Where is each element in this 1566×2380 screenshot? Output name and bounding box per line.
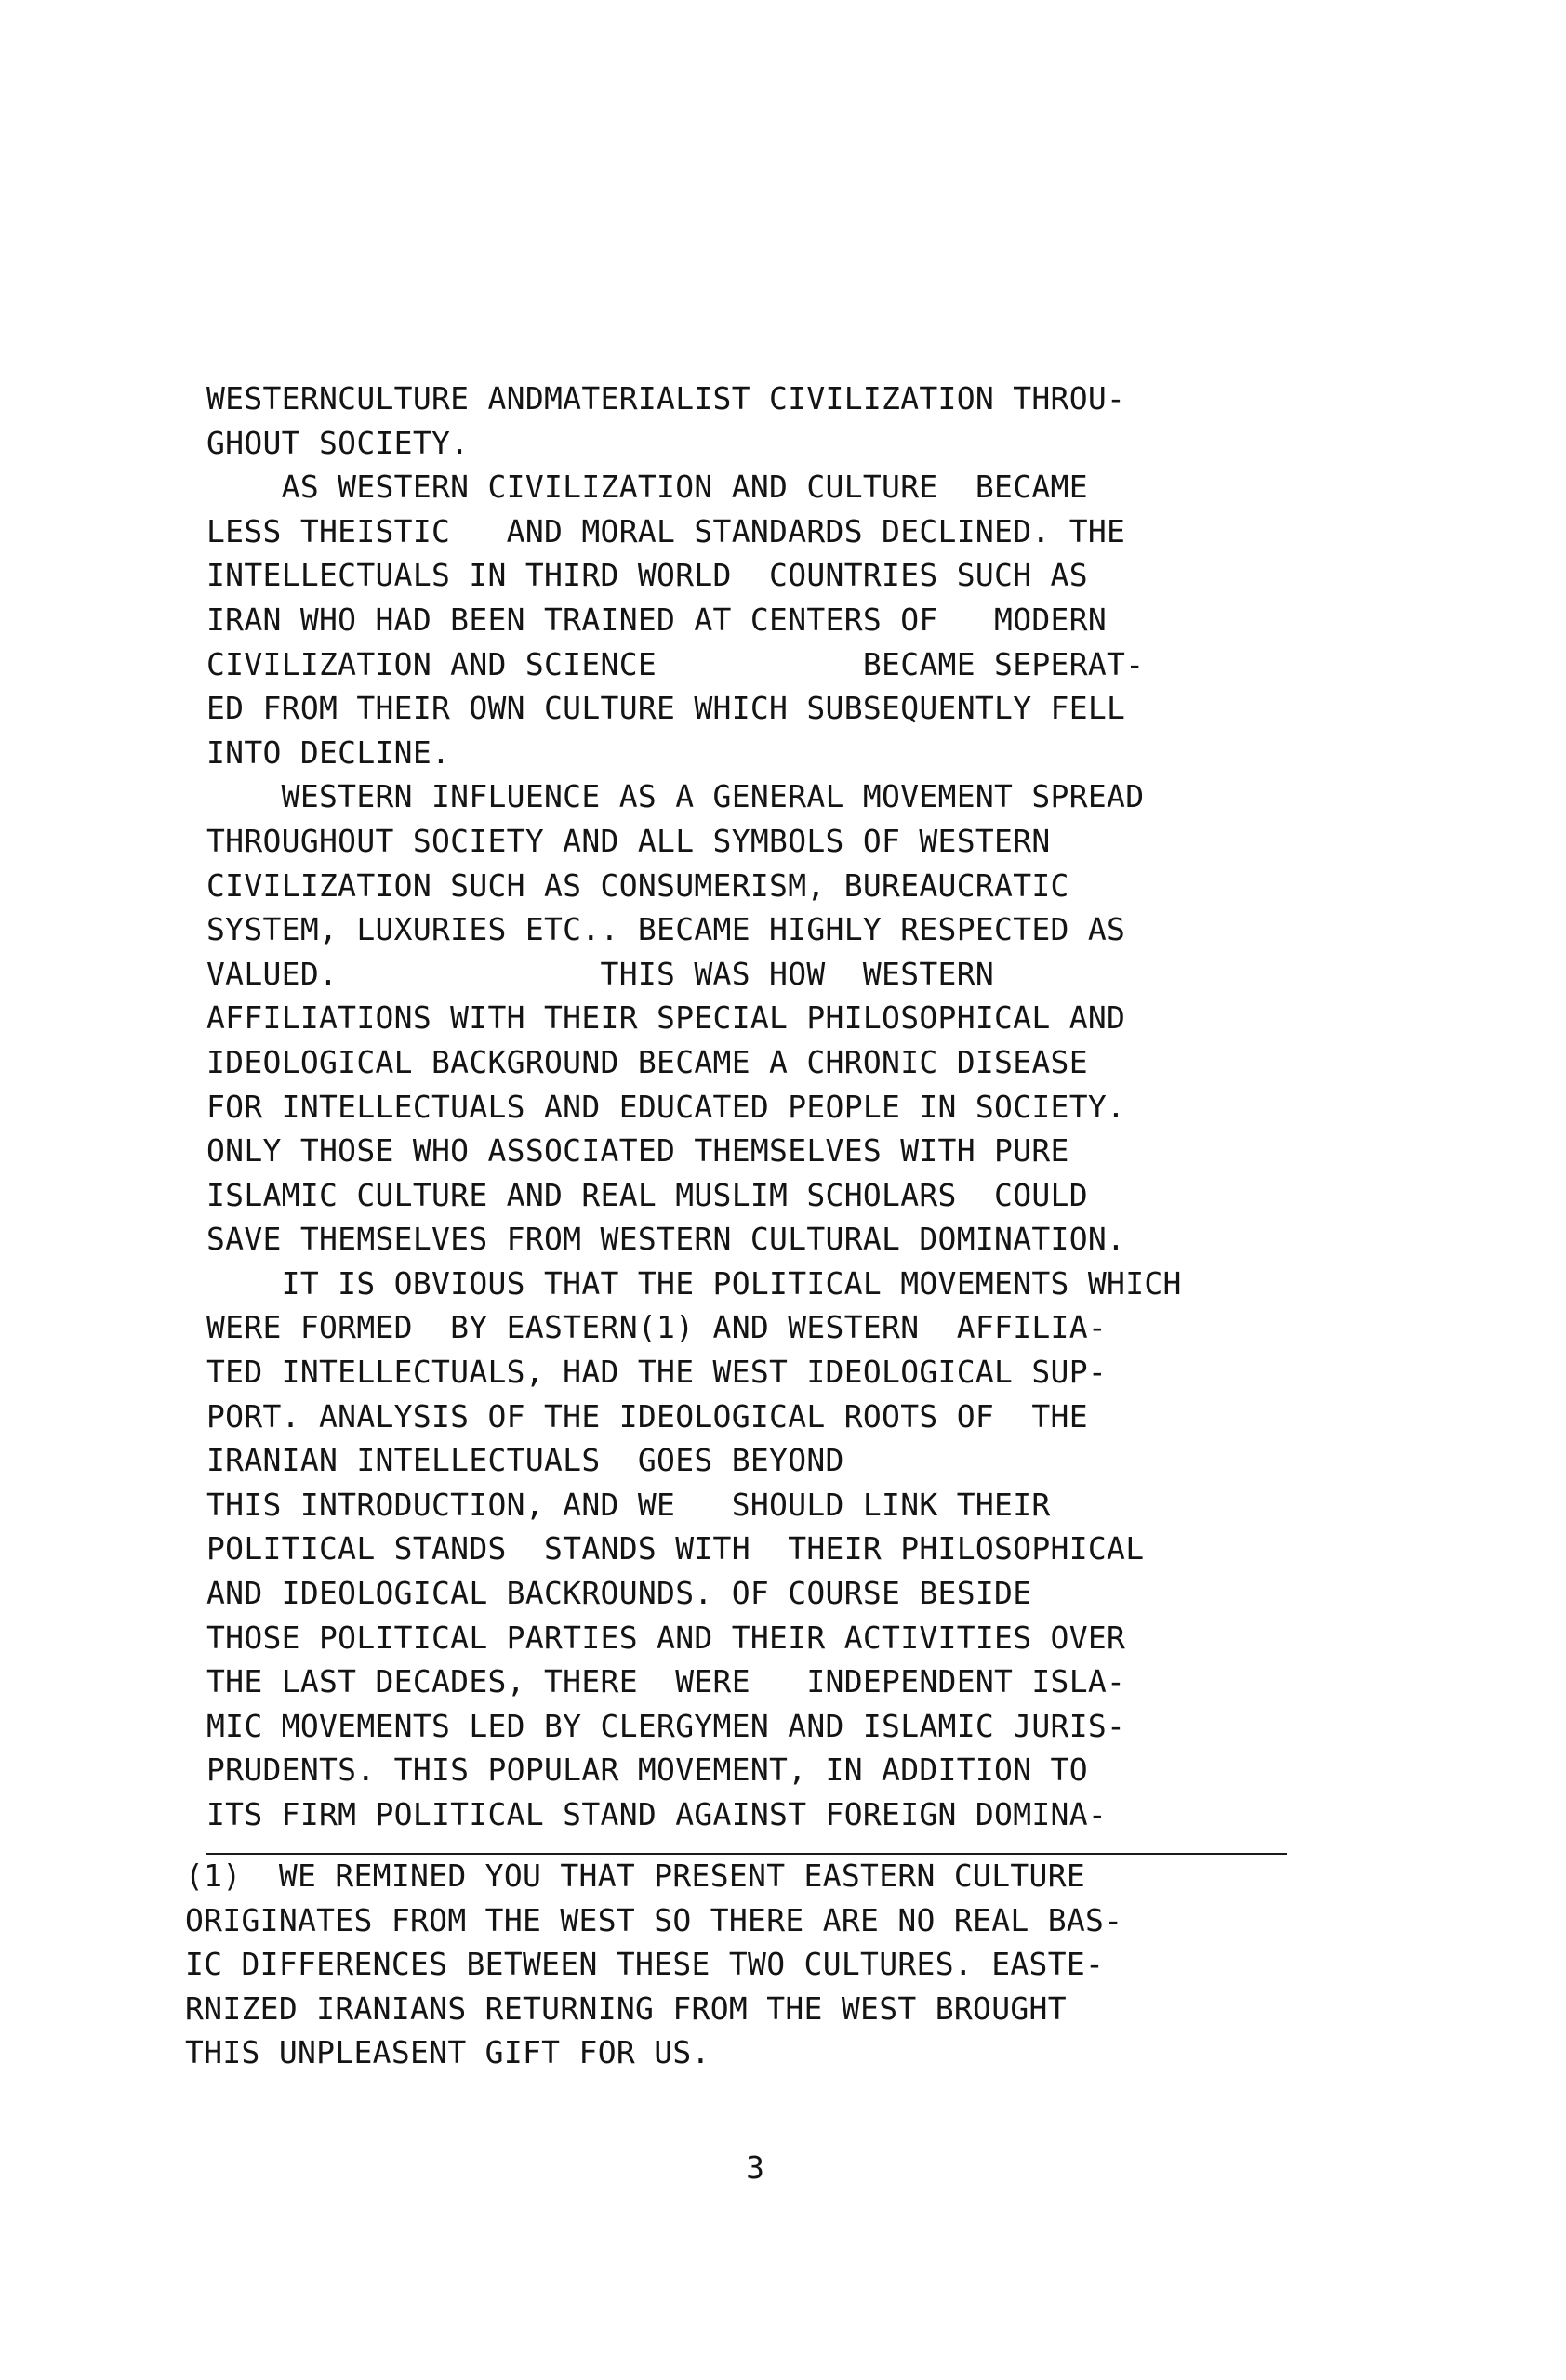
body-line: SYSTEM, LUXURIES ETC.. BECAME HIGHLY RESPECTED AS <box>206 911 1126 948</box>
body-line: VALUED. THIS WAS HOW WESTERN <box>206 955 995 992</box>
body-line: LESS THEISTIC AND MORAL STANDARDS DECLINED. THE <box>206 512 1126 549</box>
body-line: ISLAMIC CULTURE AND REAL MUSLIM SCHOLARS COULD <box>206 1176 1088 1213</box>
body-line: THOSE POLITICAL PARTIES AND THEIR ACTIVITIES OVER <box>206 1619 1126 1656</box>
body-line: AFFILIATIONS WITH THEIR SPECIAL PHILOSOPHICAL AND <box>206 999 1126 1037</box>
body-line: CIVILIZATION SUCH AS CONSUMERISM, BUREAUCRATIC <box>206 866 1069 904</box>
body-line: CIVILIZATION AND SCIENCE BECAME SEPERAT- <box>206 645 1145 682</box>
body-line: WERE FORMED BY EASTERN(1) AND WESTERN AFFILIA- <box>206 1309 1108 1346</box>
body-text <box>206 377 1304 1837</box>
page-number: 3 <box>746 2149 764 2186</box>
body-line: ONLY THOSE WHO ASSOCIATED THEMSELVES WITH PURE <box>206 1132 1069 1170</box>
body-line: WESTERNCULTURE ANDMATERIALIST CIVILIZATION THROU- <box>206 380 1126 416</box>
footnote-line: ORIGINATES FROM THE WEST SO THERE ARE NO REAL BAS- <box>185 1901 1123 1938</box>
body-line: IRANIAN INTELLECTUALS GOES BEYOND <box>206 1442 844 1479</box>
body-line: POLITICAL STANDS STANDS WITH THEIR PHILOSOPHICAL <box>206 1530 1145 1567</box>
body-line: THIS INTRODUCTION, AND WE SHOULD LINK THEIR <box>206 1486 1051 1523</box>
body-line: FOR INTELLECTUALS AND EDUCATED PEOPLE IN SOCIETY. <box>206 1088 1126 1125</box>
body-line: MIC MOVEMENTS LED BY CLERGYMEN AND ISLAMIC JURIS- <box>206 1707 1126 1744</box>
footnote <box>185 1854 1301 2075</box>
footnote-line: IC DIFFERENCES BETWEEN THESE TWO CULTURES. EASTE- <box>185 1946 1105 1983</box>
body-line: WESTERN INFLUENCE AS A GENERAL MOVEMENT SPREAD <box>206 778 1145 815</box>
body-line: AS WESTERN CIVILIZATION AND CULTURE BECAME <box>206 469 1088 506</box>
body-line: IT IS OBVIOUS THAT THE POLITICAL MOVEMENTS WHICH <box>206 1264 1182 1302</box>
footnote-line: THIS UNPLEASENT GIFT FOR US. <box>185 2034 710 2071</box>
body-line: PRUDENTS. THIS POPULAR MOVEMENT, IN ADDITION TO <box>206 1752 1088 1789</box>
body-line: SAVE THEMSELVES FROM WESTERN CULTURAL DOMINATION. <box>206 1221 1126 1258</box>
footnote-line: RNIZED IRANIANS RETURNING FROM THE WEST BROUGHT <box>185 1990 1067 2027</box>
body-line: GHOUT SOCIETY. <box>206 424 470 461</box>
body-line: ITS FIRM POLITICAL STAND AGAINST FOREIGN DOMINA- <box>206 1796 1108 1832</box>
body-line: INTO DECLINE. <box>206 734 451 771</box>
body-line: INTELLECTUALS IN THIRD WORLD COUNTRIES SUCH AS <box>206 557 1088 594</box>
footnote-line: (1) WE REMINED YOU THAT PRESENT EASTERN CULTURE <box>185 1858 1086 1894</box>
body-line: IRAN WHO HAD BEEN TRAINED AT CENTERS OF MODERN <box>206 601 1108 638</box>
body-line: IDEOLOGICAL BACKGROUND BECAME A CHRONIC DISEASE <box>206 1043 1088 1080</box>
body-line: TED INTELLECTUALS, HAD THE WEST IDEOLOGICAL SUP- <box>206 1354 1108 1391</box>
body-line: PORT. ANALYSIS OF THE IDEOLOGICAL ROOTS OF THE <box>206 1397 1088 1435</box>
body-line: AND IDEOLOGICAL BACKROUNDS. OF COURSE BESIDE <box>206 1575 1032 1612</box>
body-line: THE LAST DECADES, THERE WERE INDEPENDENT ISLA- <box>206 1663 1126 1700</box>
body-line: THROUGHOUT SOCIETY AND ALL SYMBOLS OF WESTERN <box>206 822 1051 859</box>
body-line: ED FROM THEIR OWN CULTURE WHICH SUBSEQUENTLY FELL <box>206 690 1126 727</box>
